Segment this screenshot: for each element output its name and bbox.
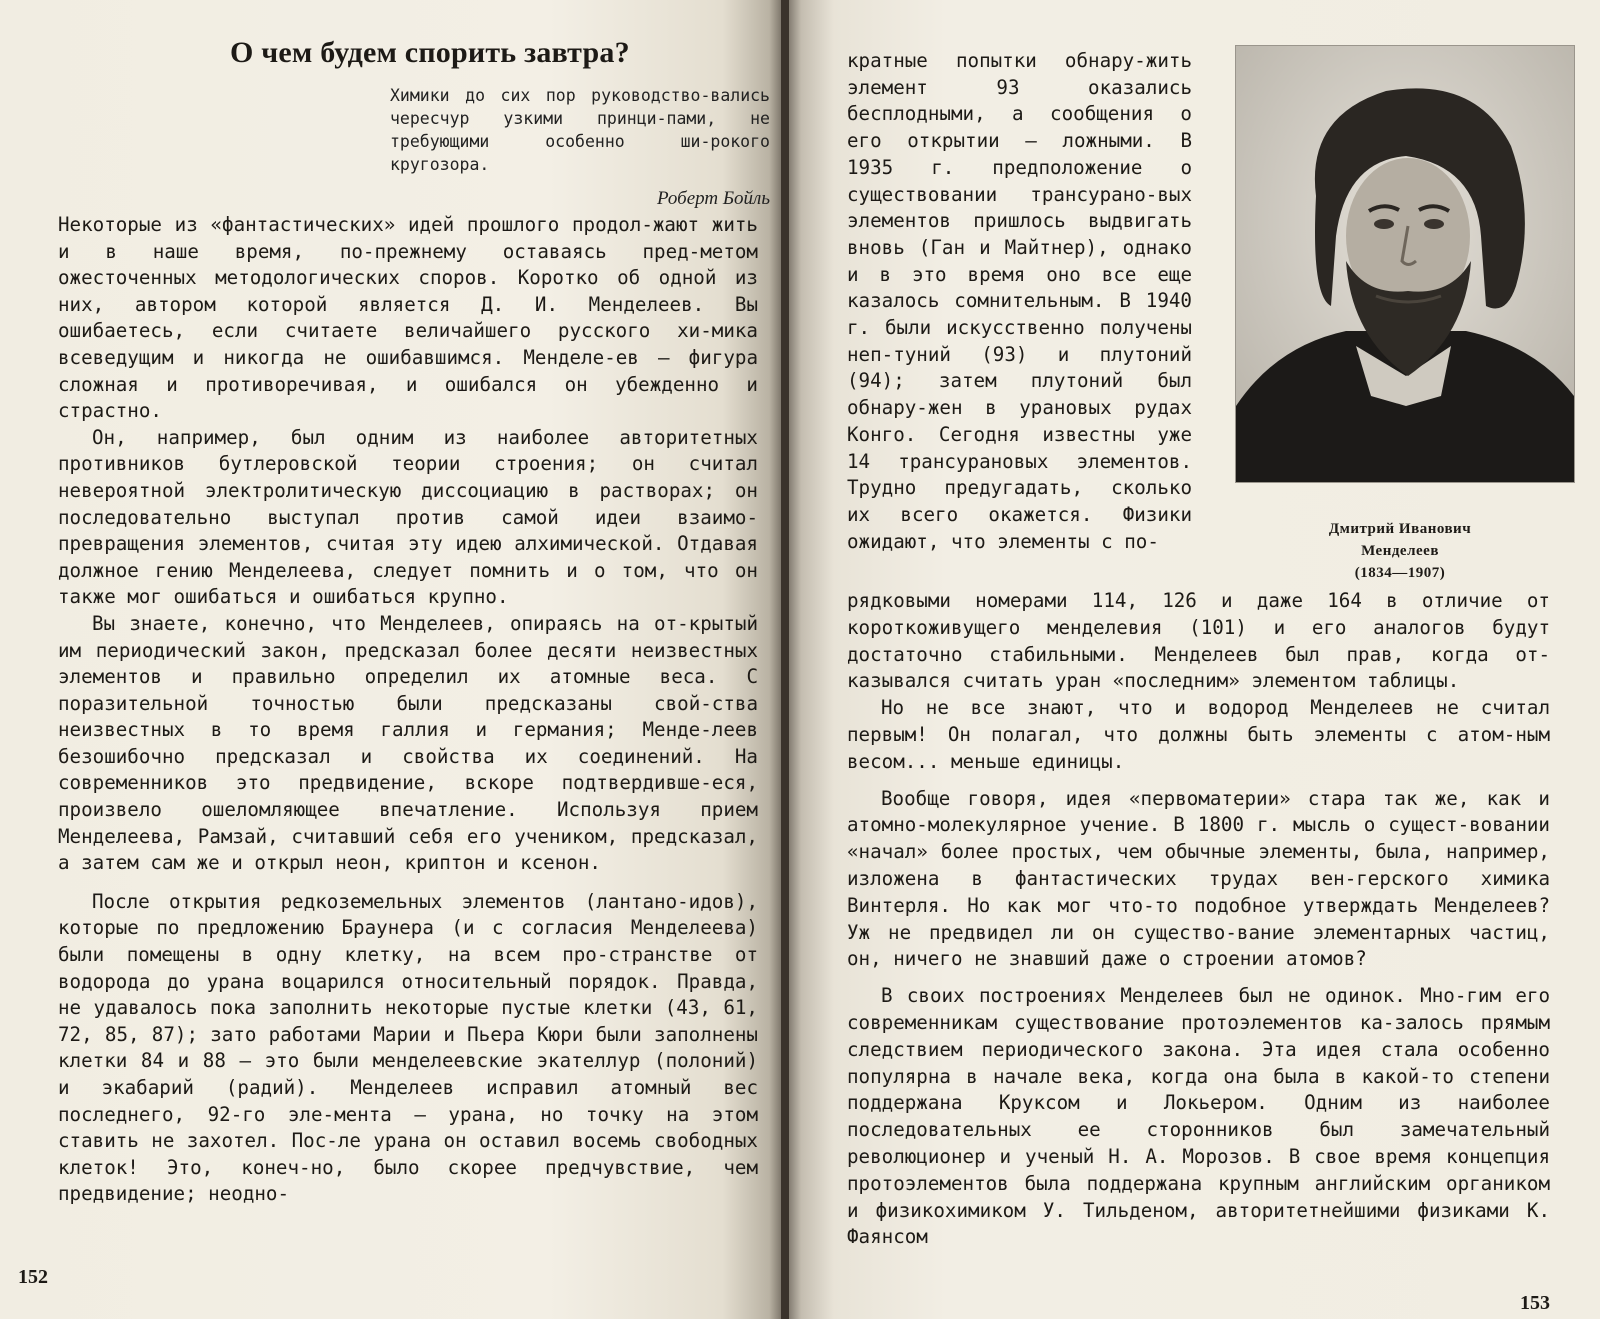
caption-surname: Менделеев: [1361, 543, 1439, 559]
portrait-caption: [1265, 518, 1535, 584]
left-page-body: [58, 212, 758, 1208]
paragraph: Вообще говоря, идея «первоматерии» стара так же, как и атомно-молекулярное учение. В 1800 г. мысль о сущест-вовании «начал» более простых, чем обычные элементы, была, например, изложена в фантастических трудах вен-герского химика Винтерля. Но как мог что-то подобное утверждать Менделеев? Уж не предвидел ли он существо-вание элементарных частиц, он, ничего не знавший даже о строении атомов?: [847, 786, 1550, 971]
paragraph: рядковыми номерами 114, 126 и даже 164 в отличие от короткоживущего менделевия (101) и его аналогов будут достаточно стабильными. Менделеев был прав, когда от-казывался считать уран «последним» элементом таблицы.: [847, 589, 1550, 693]
right-page-body: [847, 588, 1550, 1251]
right-column-text: [847, 48, 1192, 555]
portrait-photo: [1235, 45, 1575, 483]
caption-name: Дмитрий Иванович: [1328, 521, 1472, 537]
page-number-left: 152: [18, 1266, 48, 1288]
paragraph: Некоторые из «фантастических» идей прошлого продол-жают жить и в наше время, по-прежнему оставаясь пред-метом ожесточенных методологических споров. Коротко об одной из них, автором которой является Д. И. Менделеев. Вы ошибаетесь, если считаете величайшего русского хи-мика всеведущим и никогда не ошибавшимся. Менделе-ев — фигура сложная и противоречивая, и ошибался он убежденно и страстно.: [58, 213, 758, 423]
page-number-right: 153: [1520, 1292, 1550, 1314]
book-gutter: [781, 0, 789, 1319]
paragraph: кратные попытки обнару-жить элемент 93 оказались бесплодными, а сообщения о его открытии — ложными. В 1935 г. предположение о существовании трансурано-вых элементов пришлось выдвигать вновь (Ган и Майтнер), однако и в это время оно все еще казалось сомнительным. В 1940 г. были искусственно получены неп-туний (93) и плутоний (94); затем плутоний был обнару-жен в урановых рудах Конго. Сегодня известны уже 14 трансурановых элементов. Трудно предугадать, сколько их всего окажется. Физики ожидают, что элементы с по-: [847, 49, 1192, 553]
paragraph: После открытия редкоземельных элементов (лантано-идов), которые по предложению Браунера (и с согласия Менделеева) были помещены в одну клетку, на всем про-странстве от водорода до урана воцарился относительный порядок. Правда, не удавалось пока заполнить некоторые пустые клетки (43, 61, 72, 85, 87); зато работами Марии и Пьера Кюри были заполнены клетки 84 и 88 — это были менделеевские экателлур (полоний) и экабарий (радий). Менделеев исправил атомный вес последнего, 92-го эле-мента — урана, но точку на этом ставить не захотел. Пос-ле урана он оставил восемь свободных клеток! Это, конеч-но, было скорее предчувствие, чем предвидение; неодно-: [58, 889, 758, 1206]
paragraph: Но не все знают, что и водород Менделеев не считал первым! Он полагал, что должны быть элементы с атом-ным весом... меньше единицы.: [847, 696, 1550, 773]
epigraph-text: Химики до сих пор руководство-вались чересчур узкими принци-пами, не требующими особенно ши-рокого кругозора.: [390, 86, 770, 174]
paragraph: В своих построениях Менделеев был не одинок. Мно-гим его современникам существование протоэлементов ка-залось прямым следствием периодического закона. Эта идея стала особенно популярна в начале века, когда она была в какой-то степени поддержана Круксом и Локьером. Одним из наиболее последовательных ее сторонников был замечательный революционер и ученый Н. А. Морозов. В свое время концепция протоэлементов была поддержана крупным английским органиком и физикохимиком У. Тильденом, авторитетнейшими физиками К. Фаянсом: [847, 984, 1550, 1249]
epigraph-author: Роберт Бойль: [656, 188, 770, 209]
portrait-illustration: [1236, 46, 1574, 482]
caption-years: (1834—1907): [1354, 565, 1446, 581]
chapter-title: О чем будем спорить завтра?: [230, 36, 630, 69]
paragraph: Вы знаете, конечно, что Менделеев, опираясь на от-крытый им периодический закон, предсказал более десяти неизвестных элементов и правильно определил их атомные веса. С поразительной точностью были предсказаны свой-ства неизвестных в то время галлия и германия; Менде-леев безошибочно предсказал и свойства их соединений. На современников это предвидение, вскоре подтвердивше-еся, произвело ошеломляющее впечатление. Используя прием Менделеева, Рамзай, считавший себя его учеником, предсказал, а затем сам же и открыл неон, криптон и ксенон.: [58, 611, 758, 875]
paragraph: Он, например, был одним из наиболее авторитетных противников бутлеровской теории строения; он считал невероятной электролитическую диссоциацию в растворах; он последовательно выступал против самой идеи взаимо-превращения элементов, считая эту идею алхимической. Отдавая должное гению Менделеева, следует помнить и о том, что он также мог ошибаться и ошибаться крупно.: [58, 425, 758, 609]
